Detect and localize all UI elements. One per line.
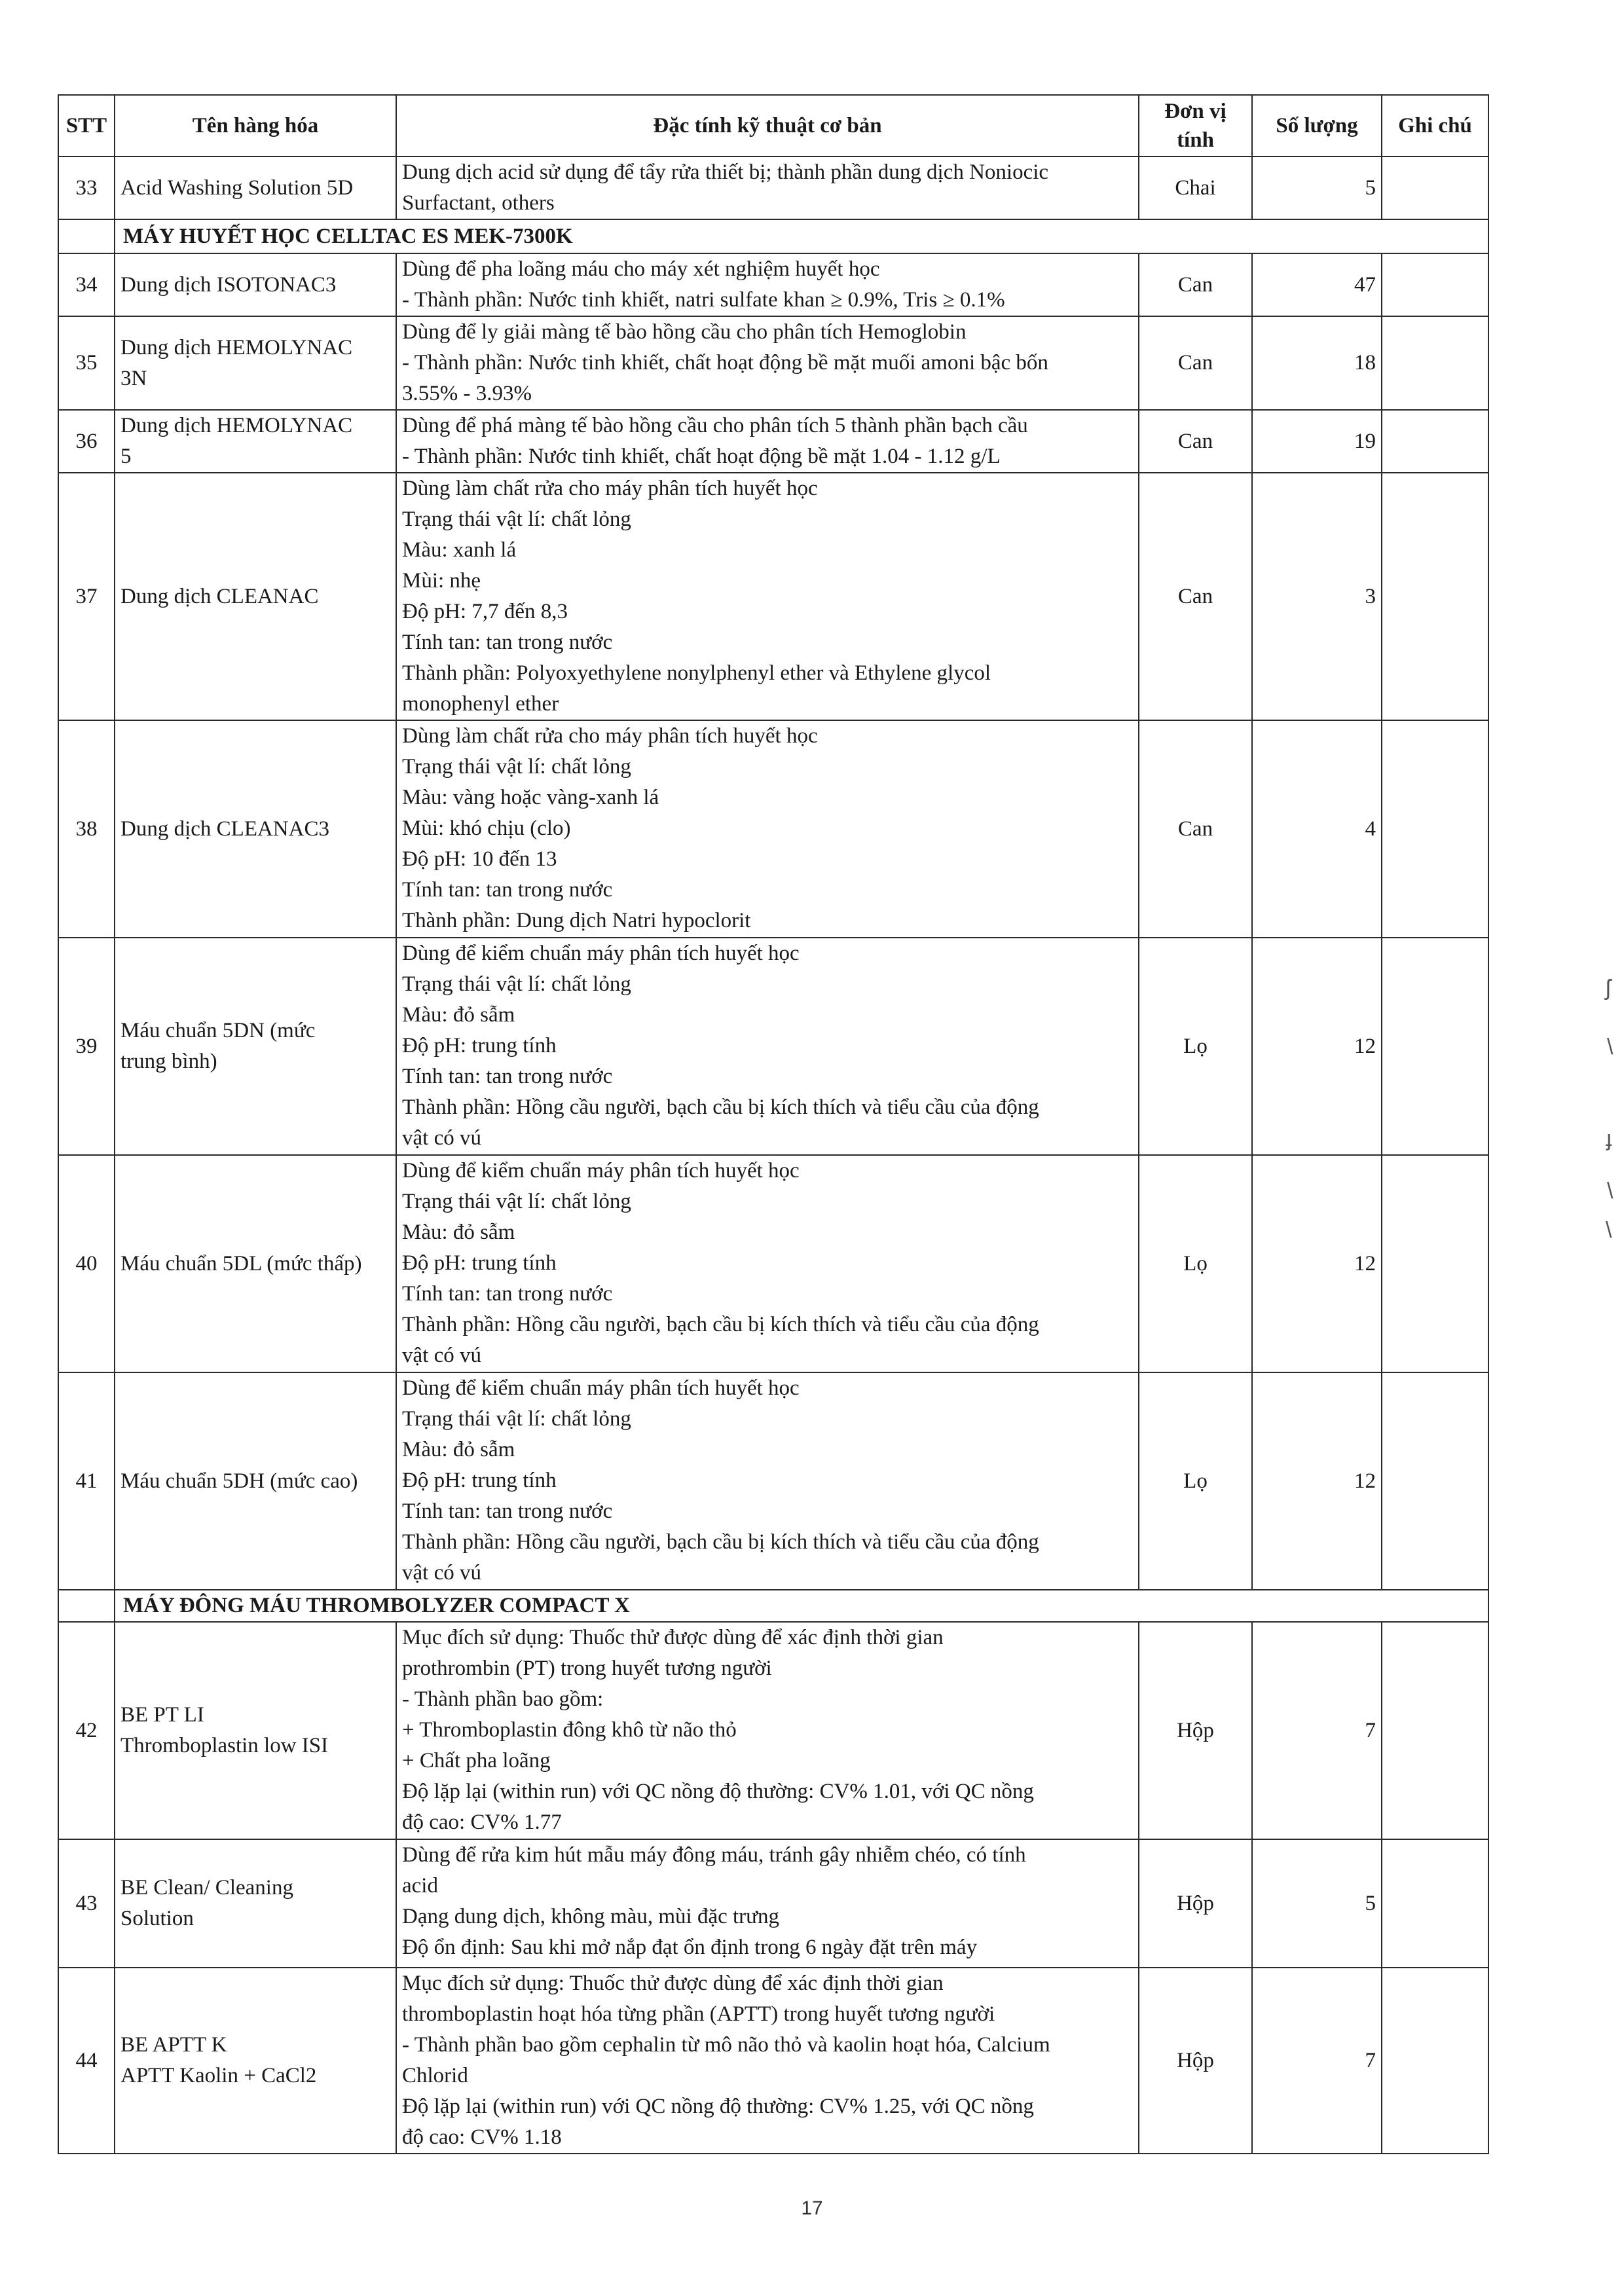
item-name-line: Dung dịch CLEANAC3 [120, 817, 329, 841]
spec-line: acid [402, 1874, 438, 1898]
spec-cell [396, 1372, 1139, 1590]
spec-line: Dùng để ly giải màng tế bào hồng cầu cho phân tích Hemoglobin [402, 320, 967, 344]
section-title: MÁY ĐÔNG MÁU THROMBOLYZER COMPACT X [115, 1590, 1488, 1622]
spec-line: Thành phần: Polyoxyethylene nonylphenyl ether và Ethylene glycol [402, 661, 991, 685]
table-row [58, 1839, 1488, 1968]
stt-cell: 43 [58, 1839, 115, 1968]
spec-line: Độ lặp lại (within run) với QC nồng độ thường: CV% 1.25, với QC nồng [402, 2095, 1034, 2118]
quantity-cell: 12 [1252, 938, 1382, 1155]
spec-line: Màu: đỏ sẫm [402, 1003, 515, 1027]
spec-line: monophenyl ether [402, 692, 559, 716]
unit-cell: Lọ [1139, 938, 1252, 1155]
stt-cell: 34 [58, 253, 115, 316]
spec-line: Surfactant, others [402, 191, 555, 215]
item-name-cell [115, 156, 396, 219]
spec-line: độ cao: CV% 1.77 [402, 1810, 562, 1834]
item-name-cell [115, 1622, 396, 1839]
spec-line: Mục đích sử dụng: Thuốc thử được dùng để xác định thời gian [402, 1626, 944, 1649]
quantity-cell: 7 [1252, 1968, 1382, 2154]
spec-cell [396, 1968, 1139, 2154]
stt-cell: 44 [58, 1968, 115, 2154]
item-name-line: APTT Kaolin + CaCl2 [120, 2064, 317, 2087]
spec-line: prothrombin (PT) trong huyết tương người [402, 1657, 772, 1680]
spec-line: Dùng để pha loãng máu cho máy xét nghiệm huyết học [402, 257, 880, 281]
section-row [58, 219, 1488, 253]
spec-line: + Chất pha loãng [402, 1749, 551, 1772]
spec-line: Mùi: khó chịu (clo) [402, 817, 571, 840]
unit-cell: Can [1139, 720, 1252, 938]
item-name-line: Acid Washing Solution 5D [120, 175, 354, 200]
spec-line: Dùng làm chất rửa cho máy phân tích huyết học [402, 724, 818, 748]
item-name-cell [115, 938, 396, 1155]
header-unit-line2: tính [1177, 128, 1214, 152]
header-unit-line1: Đơn vị [1164, 100, 1227, 123]
spec-line: Dùng làm chất rửa cho máy phân tích huyết học [402, 477, 818, 500]
spec-line: Độ pH: trung tính [402, 1034, 557, 1057]
header-unit [1139, 95, 1252, 156]
quantity-cell: 7 [1252, 1622, 1382, 1839]
page-number: 17 [801, 2197, 823, 2219]
spec-line: Dạng dung dịch, không màu, mùi đặc trưng [402, 1905, 780, 1928]
item-name-line: BE APTT K [120, 2033, 227, 2057]
item-name-cell [115, 316, 396, 410]
quantity-cell: 12 [1252, 1372, 1382, 1590]
spec-line: Trạng thái vật lí: chất lỏng [402, 755, 631, 779]
spec-line: Màu: đỏ sẫm [402, 1438, 515, 1461]
spec-line: Trạng thái vật lí: chất lỏng [402, 1407, 631, 1431]
item-name-line: 5 [120, 445, 132, 468]
spec-line: Trạng thái vật lí: chất lỏng [402, 972, 631, 996]
margin-mark: \ [1606, 1218, 1612, 1243]
spec-line: Thành phần: Hồng cầu người, bạch cầu bị kích thích và tiểu cầu của động [402, 1530, 1039, 1554]
spec-line: - Thành phần: Nước tinh khiết, chất hoạt động bề mặt muối amoni bậc bốn [402, 351, 1048, 375]
unit-cell: Can [1139, 410, 1252, 473]
spec-line: Dùng để phá màng tế bào hồng cầu cho phân tích 5 thành phần bạch cầu [402, 414, 1028, 437]
table-header-row [58, 95, 1488, 156]
note-cell [1382, 1839, 1488, 1968]
note-cell [1382, 938, 1488, 1155]
margin-mark: ʃ [1606, 976, 1611, 1001]
quantity-cell: 5 [1252, 156, 1382, 219]
header-stt: STT [58, 95, 115, 156]
note-cell [1382, 253, 1488, 316]
spec-line: Thành phần: Hồng cầu người, bạch cầu bị kích thích và tiểu cầu của động [402, 1095, 1039, 1119]
spec-line: Dùng để kiểm chuẩn máy phân tích huyết học [402, 1159, 800, 1183]
spec-line: Trạng thái vật lí: chất lỏng [402, 1190, 631, 1213]
item-name-line: Máu chuẩn 5DH (mức cao) [120, 1469, 358, 1493]
table-row [58, 938, 1488, 1155]
spec-line: Màu: vàng hoặc vàng-xanh lá [402, 786, 659, 809]
table-row [58, 253, 1488, 316]
spec-line: - Thành phần bao gồm: [402, 1687, 604, 1711]
note-cell [1382, 720, 1488, 938]
item-name-cell [115, 253, 396, 316]
spec-line: - Thành phần: Nước tinh khiết, natri sulfate khan ≥ 0.9%, Tris ≥ 0.1% [402, 288, 1005, 312]
unit-cell: Hộp [1139, 1968, 1252, 2154]
spec-line: thromboplastin hoạt hóa từng phần (APTT) trong huyết tương người [402, 2002, 995, 2026]
document-page [58, 94, 1488, 2154]
spec-cell [396, 410, 1139, 473]
note-cell [1382, 1155, 1488, 1372]
item-name-cell [115, 410, 396, 473]
spec-line: 3.55% - 3.93% [402, 382, 532, 405]
table-row [58, 410, 1488, 473]
spec-line: Tính tan: tan trong nước [402, 878, 613, 902]
spec-cell [396, 473, 1139, 720]
spec-cell [396, 720, 1139, 938]
spec-cell [396, 1839, 1139, 1968]
spec-line: vật có vú [402, 1126, 481, 1150]
item-name-line: Dung dịch HEMOLYNAC [120, 414, 353, 437]
stt-cell: 40 [58, 1155, 115, 1372]
unit-cell: Can [1139, 473, 1252, 720]
note-cell [1382, 1372, 1488, 1590]
header-spec: Đặc tính kỹ thuật cơ bản [396, 95, 1139, 156]
table-row [58, 156, 1488, 219]
spec-line: Tính tan: tan trong nước [402, 631, 613, 654]
table-row [58, 1968, 1488, 2154]
section-stt-cell [58, 219, 115, 253]
quantity-cell: 12 [1252, 1155, 1382, 1372]
spec-line: Dùng để kiểm chuẩn máy phân tích huyết học [402, 942, 800, 965]
stt-cell: 38 [58, 720, 115, 938]
note-cell [1382, 473, 1488, 720]
spec-line: Độ pH: 7,7 đến 8,3 [402, 600, 568, 623]
item-name-cell [115, 1155, 396, 1372]
unit-cell: Can [1139, 316, 1252, 410]
header-name: Tên hàng hóa [115, 95, 396, 156]
stt-cell: 41 [58, 1372, 115, 1590]
note-cell [1382, 410, 1488, 473]
item-name-cell [115, 1968, 396, 2154]
stt-cell: 35 [58, 316, 115, 410]
spec-cell [396, 1155, 1139, 1372]
item-name-line: BE Clean/ Cleaning [120, 1876, 293, 1900]
spec-line: Mùi: nhẹ [402, 569, 481, 593]
spec-line: Mục đích sử dụng: Thuốc thử được dùng để xác định thời gian [402, 1972, 944, 1995]
item-name-line: 3N [120, 366, 147, 390]
unit-cell: Can [1139, 253, 1252, 316]
spec-line: Độ ổn định: Sau khi mở nắp đạt ổn định trong 6 ngày đặt trên máy [402, 1936, 978, 1959]
quantity-cell: 4 [1252, 720, 1382, 938]
quantity-cell: 18 [1252, 316, 1382, 410]
note-cell [1382, 1622, 1488, 1839]
spec-cell [396, 316, 1139, 410]
stt-cell: 37 [58, 473, 115, 720]
spec-line: vật có vú [402, 1344, 481, 1367]
item-name-line: BE PT LI [120, 1703, 204, 1727]
spec-line: Thành phần: Hồng cầu người, bạch cầu bị kích thích và tiểu cầu của động [402, 1313, 1039, 1336]
section-title: MÁY HUYẾT HỌC CELLTAC ES MEK-7300K [115, 219, 1488, 253]
spec-line: - Thành phần bao gồm cephalin từ mô não thỏ và kaolin hoạt hóa, Calcium [402, 2033, 1050, 2057]
spec-cell [396, 156, 1139, 219]
spec-line: Độ pH: 10 đến 13 [402, 847, 557, 871]
spec-line: + Thromboplastin đông khô từ não thỏ [402, 1718, 737, 1742]
spec-line: Màu: đỏ sẫm [402, 1221, 515, 1244]
stt-cell: 33 [58, 156, 115, 219]
spec-line: Độ pH: trung tính [402, 1251, 557, 1275]
quantity-cell: 47 [1252, 253, 1382, 316]
stt-cell: 42 [58, 1622, 115, 1839]
spec-line: Độ pH: trung tính [402, 1469, 557, 1492]
unit-cell: Hộp [1139, 1839, 1252, 1968]
unit-cell: Hộp [1139, 1622, 1252, 1839]
stt-cell: 36 [58, 410, 115, 473]
section-stt-cell [58, 1590, 115, 1622]
item-name-cell [115, 1372, 396, 1590]
spec-line: vật có vú [402, 1561, 481, 1585]
table-row [58, 720, 1488, 938]
note-cell [1382, 1968, 1488, 2154]
spec-line: Dung dịch acid sử dụng để tẩy rửa thiết bị; thành phần dung dịch Noniocic [402, 160, 1049, 184]
header-qty: Số lượng [1252, 95, 1382, 156]
goods-table [58, 94, 1489, 2154]
spec-line: Trạng thái vật lí: chất lỏng [402, 507, 631, 531]
spec-line: Màu: xanh lá [402, 538, 517, 562]
spec-line: Độ lặp lại (within run) với QC nồng độ thường: CV% 1.01, với QC nồng [402, 1780, 1034, 1803]
unit-cell: Chai [1139, 156, 1252, 219]
spec-cell [396, 1622, 1139, 1839]
spec-line: Chlorid [402, 2064, 468, 2087]
table-row [58, 1372, 1488, 1590]
spec-line: độ cao: CV% 1.18 [402, 2125, 562, 2149]
note-cell [1382, 316, 1488, 410]
item-name-line: Máu chuẩn 5DL (mức thấp) [120, 1251, 362, 1276]
table-row [58, 1622, 1488, 1839]
item-name-cell [115, 473, 396, 720]
quantity-cell: 5 [1252, 1839, 1382, 1968]
spec-cell [396, 938, 1139, 1155]
section-row [58, 1590, 1488, 1622]
item-name-line: Máu chuẩn 5DN (mức [120, 1019, 316, 1042]
spec-line: Tính tan: tan trong nước [402, 1282, 613, 1306]
table-body [58, 156, 1488, 2154]
margin-mark: \ [1607, 1179, 1614, 1203]
spec-line: Tính tan: tan trong nước [402, 1499, 613, 1523]
table-row [58, 1155, 1488, 1372]
spec-line: Dùng để kiểm chuẩn máy phân tích huyết học [402, 1376, 800, 1400]
item-name-cell [115, 720, 396, 938]
margin-mark: \ [1607, 1035, 1614, 1059]
item-name-cell [115, 1839, 396, 1968]
item-name-line: trung bình) [120, 1050, 217, 1073]
stt-cell: 39 [58, 938, 115, 1155]
spec-line: Thành phần: Dung dịch Natri hypoclorit [402, 909, 751, 932]
quantity-cell: 19 [1252, 410, 1382, 473]
item-name-line: Solution [120, 1907, 194, 1930]
unit-cell: Lọ [1139, 1372, 1252, 1590]
spec-line: Dùng để rửa kim hút mẫu máy đông máu, tránh gây nhiễm chéo, có tính [402, 1843, 1026, 1867]
item-name-line: Dung dịch ISOTONAC3 [120, 272, 337, 297]
note-cell [1382, 156, 1488, 219]
item-name-line: Dung dịch HEMOLYNAC [120, 335, 353, 359]
spec-line: Tính tan: tan trong nước [402, 1065, 613, 1088]
quantity-cell: 3 [1252, 473, 1382, 720]
item-name-line: Dung dịch CLEANAC [120, 584, 319, 608]
item-name-line: Thromboplastin low ISI [120, 1734, 329, 1757]
table-row [58, 473, 1488, 720]
spec-line: - Thành phần: Nước tinh khiết, chất hoạt động bề mặt 1.04 - 1.12 g/L [402, 445, 1001, 468]
table-row [58, 316, 1488, 410]
margin-mark: ɟ [1606, 1126, 1612, 1151]
unit-cell: Lọ [1139, 1155, 1252, 1372]
header-note: Ghi chú [1382, 95, 1488, 156]
spec-cell [396, 253, 1139, 316]
